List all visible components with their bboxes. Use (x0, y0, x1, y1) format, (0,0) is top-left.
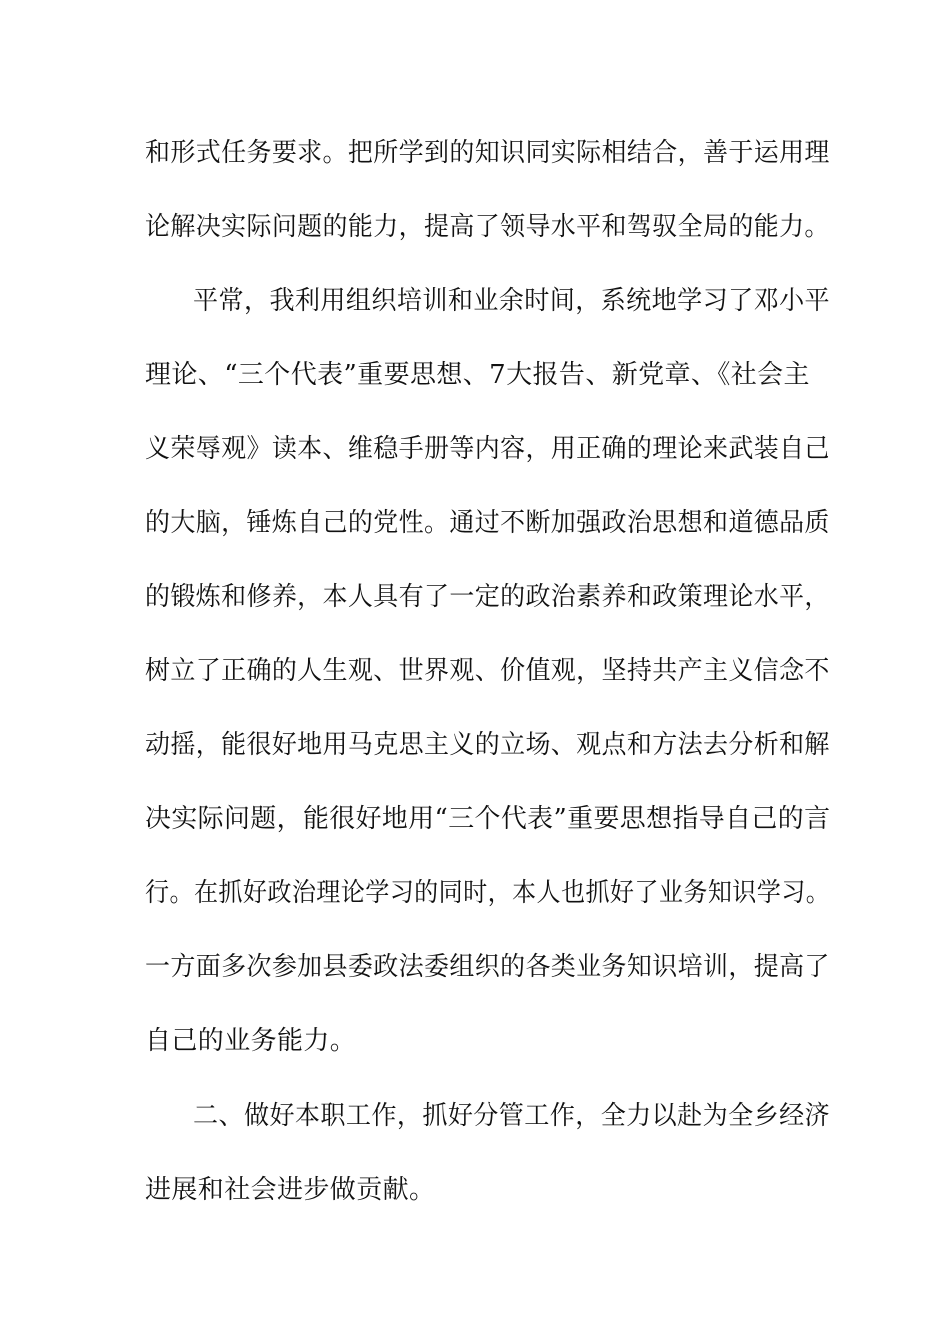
paragraph-first-line: 平常，我利用组织培训和业余时间，系统地学习了邓小平 (193, 286, 831, 316)
text-line: 论解决实际问题的能力，提高了领导水平和驾驭全局的能力。 (145, 212, 830, 242)
text-line: 一方面多次参加县委政法委组织的各类业务知识培训，提高了 (145, 952, 830, 982)
text-line: 义荣辱观》读本、维稳手册等内容，用正确的理论来武装自己 (145, 434, 830, 464)
section-heading-line: 二、做好本职工作，抓好分管工作，全力以赴为全乡经济 (193, 1101, 831, 1131)
text-line: 进展和社会进步做贡献。 (145, 1175, 436, 1205)
text-line: 和形式任务要求。把所学到的知识同实际相结合，善于运用理 (145, 138, 830, 168)
text-line: 动摇，能很好地用马克思主义的立场、观点和方法去分析和解 (145, 730, 830, 760)
text-line: 的锻炼和修养，本人具有了一定的政治素养和政策理论水平， (145, 582, 830, 612)
text-line: 自己的业务能力。 (145, 1026, 357, 1056)
text-line: 树立了正确的人生观、世界观、价值观，坚持共产主义信念不 (145, 656, 830, 686)
text-line: 理论、“三个代表”重要思想、7大报告、新党章、《社会主 (145, 360, 810, 390)
text-line: 决实际问题，能很好地用“三个代表”重要思想指导自己的言 (145, 804, 831, 834)
text-line: 行。在抓好政治理论学习的同时，本人也抓好了业务知识学习。 (145, 878, 831, 908)
text-line: 的大脑，锤炼自己的党性。通过不断加强政治思想和道德品质 (145, 508, 830, 538)
